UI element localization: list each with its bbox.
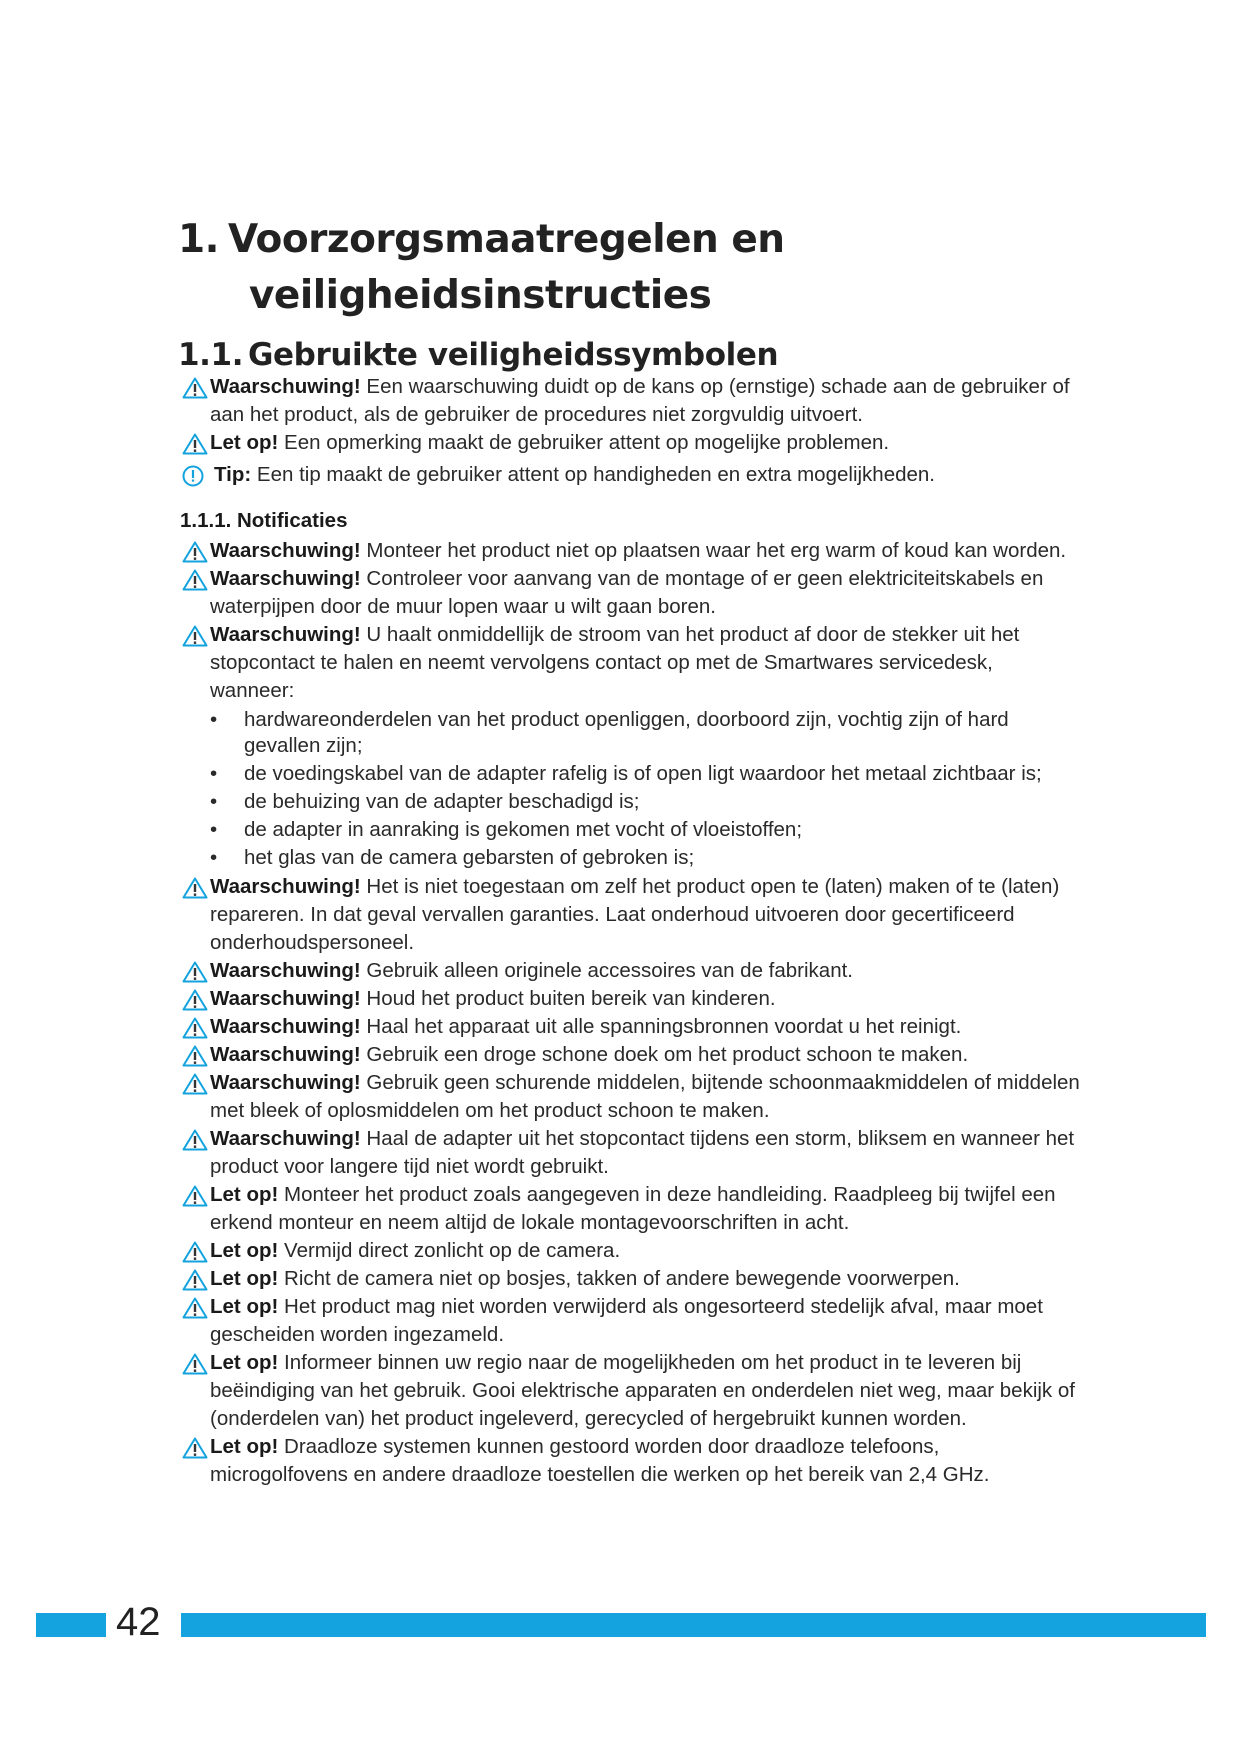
info-icon xyxy=(182,465,204,487)
notification-item xyxy=(182,873,1082,957)
notification-text: Vermijd direct zonlicht op de camera. xyxy=(278,1239,621,1262)
symbol-text: Een opmerking maakt de gebruiker attent op mogelijke problemen. xyxy=(278,431,890,454)
warning-icon xyxy=(182,433,208,455)
notification-text: Monteer het product zoals aangegeven in deze handleiding. Raadpleeg bij twijfel een erkend monteur en neem altijd de lokale montagevoorschriften in acht. xyxy=(210,1183,1056,1234)
notification-keyword: Let op! xyxy=(210,1267,279,1290)
notification-keyword: Let op! xyxy=(210,1435,279,1458)
notification-item xyxy=(182,1433,1082,1489)
notification-text: Draadloze systemen kunnen gestoord worden door draadloze telefoons, microgolfovens en andere draadloze toestellen die werken op het bereik van 2,4 GHz. xyxy=(210,1435,990,1486)
notification-keyword: Let op! xyxy=(210,1239,279,1262)
chapter-number: 1. xyxy=(178,217,219,262)
notification-text: Haal het apparaat uit alle spanningsbronnen voordat u het reinigt. xyxy=(360,1015,962,1038)
chapter-title-line1: Voorzorgsmaatregelen en xyxy=(228,217,785,262)
symbol-keyword: Tip: xyxy=(214,463,252,486)
symbol-tip xyxy=(182,461,1082,489)
notification-text: Het is niet toegestaan om zelf het product open te (laten) maken of te (laten) repareren. In dat geval vervallen garanties. Laat onderhoud uitvoeren door gecertificeerd onderhoudspersoneel. xyxy=(210,875,1060,954)
symbols-list xyxy=(182,373,1082,489)
symbol-warning xyxy=(182,373,1082,429)
symbol-keyword: Waarschuwing! xyxy=(210,375,361,398)
bullet-text: de adapter in aanraking is gekomen met vocht of vloeistoffen; xyxy=(244,818,803,841)
notification-text: Houd het product buiten bereik van kinderen. xyxy=(360,987,776,1010)
notification-item xyxy=(182,985,1082,1013)
notification-text: Richt de camera niet op bosjes, takken of andere bewegende voorwerpen. xyxy=(278,1267,960,1290)
notification-item xyxy=(182,1237,1082,1265)
chapter-title-line2: veiligheidsinstructies xyxy=(249,273,712,318)
notification-text: Haal de adapter uit het stopcontact tijdens een storm, bliksem en wanneer het product voor langere tijd niet wordt gebruikt. xyxy=(210,1127,1075,1178)
notification-item xyxy=(182,957,1082,985)
footer-accent-bar-right xyxy=(181,1613,1206,1637)
notification-text: Gebruik alleen originele accessoires van de fabrikant. xyxy=(360,959,854,982)
notification-item xyxy=(182,1069,1082,1125)
notification-text: Het product mag niet worden verwijderd als ongesorteerd stedelijk afval, maar moet gescheiden worden ingezameld. xyxy=(210,1295,1043,1346)
bullet-text: het glas van de camera gebarsten of gebroken is; xyxy=(244,846,695,869)
warning-icon xyxy=(182,625,208,647)
notification-keyword: Waarschuwing! xyxy=(210,1015,361,1038)
warning-icon xyxy=(182,1297,208,1319)
notification-item xyxy=(182,1349,1082,1433)
notification-text: Informeer binnen uw regio naar de mogelijkheden om het product in te leveren bij beëindiging van het gebruik. Gooi elektrische apparaten en onderdelen niet weg, maar bekijk of (onderdelen van) het product ingeleverd, gerecycled of hergebruikt kunnen worden. xyxy=(210,1351,1075,1430)
warning-icon xyxy=(182,1269,208,1291)
notification-item xyxy=(182,1181,1082,1237)
notification-text: Controleer voor aanvang van de montage of er geen elektriciteitskabels en waterpijpen door de muur lopen waar u wilt gaan boren. xyxy=(210,567,1044,618)
notification-keyword: Let op! xyxy=(210,1183,279,1206)
section-title: Gebruikte veiligheidssymbolen xyxy=(248,337,779,373)
notification-keyword: Waarschuwing! xyxy=(210,1127,361,1150)
warning-icon xyxy=(182,877,208,899)
bullet-mark: • xyxy=(210,846,218,869)
bullet-item xyxy=(210,817,1082,843)
notification-keyword: Let op! xyxy=(210,1351,279,1374)
notification-item xyxy=(182,565,1082,621)
symbol-text: Een tip maakt de gebruiker attent op handigheden en extra mogelijkheden. xyxy=(251,463,936,486)
bullet-text: hardwareonderdelen van het product openliggen, doorboord zijn, vochtig zijn of hard gevallen zijn; xyxy=(244,708,1009,757)
notification-text: Gebruik een droge schone doek om het product schoon te maken. xyxy=(360,1043,969,1066)
notification-keyword: Waarschuwing! xyxy=(210,875,361,898)
warning-icon xyxy=(182,961,208,983)
section-number: 1.1. xyxy=(178,337,244,373)
notification-keyword: Waarschuwing! xyxy=(210,1043,361,1066)
notification-keyword: Waarschuwing! xyxy=(210,1071,361,1094)
bullet-mark: • xyxy=(210,818,218,841)
notification-text: Monteer het product niet op plaatsen waar het erg warm of koud kan worden. xyxy=(360,539,1067,562)
notification-keyword: Let op! xyxy=(210,1295,279,1318)
bullet-item xyxy=(210,761,1082,787)
notification-item xyxy=(182,1041,1082,1069)
notification-item xyxy=(182,1265,1082,1293)
warning-icon xyxy=(182,1017,208,1039)
warning-icon xyxy=(182,1241,208,1263)
symbol-letop xyxy=(182,429,1082,457)
notification-keyword: Waarschuwing! xyxy=(210,539,361,562)
page-number: 42 xyxy=(116,1600,161,1644)
footer-accent-bar-left xyxy=(36,1613,106,1637)
bullet-mark: • xyxy=(210,790,218,813)
warning-icon xyxy=(182,1185,208,1207)
bullet-mark: • xyxy=(210,708,218,731)
warning-icon xyxy=(182,377,208,399)
section-heading xyxy=(178,335,778,375)
warning-icon xyxy=(182,1073,208,1095)
bullet-item xyxy=(210,707,1082,759)
subsection-heading: 1.1.1. Notificaties xyxy=(180,509,348,532)
warning-icon xyxy=(182,541,208,563)
notifications-list xyxy=(182,537,1082,1489)
warning-icon xyxy=(182,989,208,1011)
bullet-text: de voedingskabel van de adapter rafelig is of open ligt waardoor het metaal zichtbaar is; xyxy=(244,762,1042,785)
warning-icon xyxy=(182,569,208,591)
content-block xyxy=(182,373,1082,1489)
notification-keyword: Waarschuwing! xyxy=(210,959,361,982)
notification-item xyxy=(182,621,1082,705)
notification-item xyxy=(182,1013,1082,1041)
warning-icon xyxy=(182,1353,208,1375)
chapter-heading xyxy=(178,212,785,324)
notification-text: U haalt onmiddellijk de stroom van het product af door de stekker uit het stopcontact te halen en neemt vervolgens contact op met de Smartwares servicedesk, wanneer: xyxy=(210,623,1020,702)
bullet-item xyxy=(210,845,1082,871)
notification-keyword: Waarschuwing! xyxy=(210,567,361,590)
notification-item xyxy=(182,1293,1082,1349)
warning-icon xyxy=(182,1437,208,1459)
symbol-keyword: Let op! xyxy=(210,431,279,454)
notification-keyword: Waarschuwing! xyxy=(210,623,361,646)
notification-item xyxy=(182,537,1082,565)
notification-text: Gebruik geen schurende middelen, bijtende schoonmaakmiddelen of middelen met bleek of oplosmiddelen om het product schoon te maken. xyxy=(210,1071,1080,1122)
warning-icon xyxy=(182,1129,208,1151)
bullet-list xyxy=(210,707,1082,871)
bullet-text: de behuizing van de adapter beschadigd is; xyxy=(244,790,640,813)
bullet-mark: • xyxy=(210,762,218,785)
symbol-text: Een waarschuwing duidt op de kans op (ernstige) schade aan de gebruiker of aan het product, als de gebruiker de procedures niet zorgvuldig uitvoert. xyxy=(210,375,1070,426)
bullet-item xyxy=(210,789,1082,815)
notification-keyword: Waarschuwing! xyxy=(210,987,361,1010)
notification-item xyxy=(182,1125,1082,1181)
warning-icon xyxy=(182,1045,208,1067)
